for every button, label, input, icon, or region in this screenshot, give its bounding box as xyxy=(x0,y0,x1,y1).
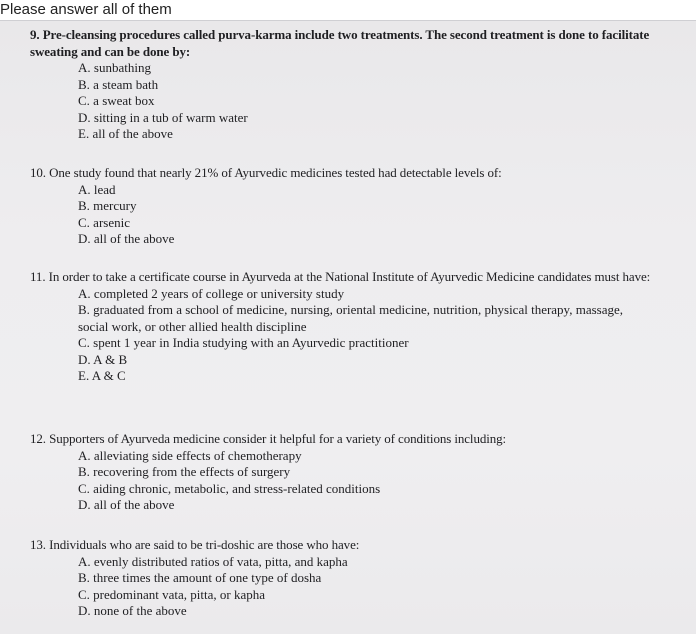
option-d: D. all of the above xyxy=(78,497,175,512)
question-text: 10. One study found that nearly 21% of Ayurvedic medicines tested had detectable levels of: xyxy=(30,165,502,180)
option-d: D. all of the above xyxy=(78,231,175,246)
option-d: D. sitting in a tub of warm water xyxy=(78,109,248,125)
option-a: A. lead xyxy=(78,181,116,197)
option-c: C. aiding chronic, metabolic, and stress-related conditions xyxy=(78,480,381,496)
question-10 xyxy=(30,165,666,248)
option-b: B. recovering from the effects of surgery xyxy=(78,464,291,479)
worksheet-document xyxy=(0,21,696,634)
question-text: 9. Pre-cleansing procedures called purva-karma include two treatments. The second treatment is done to facilitate sweating and can be done by: xyxy=(30,27,650,59)
option-a: A. completed 2 years of college or university study xyxy=(78,285,345,301)
question-text: 12. Supporters of Ayurveda medicine consider it helpful for a variety of conditions including: xyxy=(30,431,507,446)
option-d: D. none of the above xyxy=(78,603,187,618)
page-header-title: Please answer all of them xyxy=(0,1,172,18)
question-12 xyxy=(30,431,666,514)
option-a: A. alleviating side effects of chemotherapy xyxy=(78,447,302,463)
question-text: 13. Individuals who are said to be tri-doshic are those who have: xyxy=(30,537,360,552)
option-a: A. evenly distributed ratios of vata, pitta, and kapha xyxy=(78,553,348,569)
option-a: A. sunbathing xyxy=(78,60,151,75)
question-9 xyxy=(30,27,666,143)
option-d: D. A & B xyxy=(78,351,128,367)
question-11 xyxy=(30,269,666,385)
option-e: E. all of the above xyxy=(78,126,173,141)
option-b: B. a steam bath xyxy=(78,76,159,92)
option-c: C. arsenic xyxy=(78,214,130,230)
option-b: B. three times the amount of one type of dosha xyxy=(78,570,322,585)
option-c: C. predominant vata, pitta, or kapha xyxy=(78,586,266,602)
question-text: 11. In order to take a certificate course in Ayurveda at the National Institute of Ayurvedic Medicine candidates must have: xyxy=(30,269,651,284)
option-e: E. A & C xyxy=(78,368,126,383)
option-c: C. spent 1 year in India studying with an Ayurvedic practitioner xyxy=(78,335,409,350)
option-b: B. mercury xyxy=(78,198,137,213)
question-13 xyxy=(30,537,666,620)
option-b: B. graduated from a school of medicine, nursing, oriental medicine, nutrition, physical therapy, massage, social work, or other allied health discipline xyxy=(78,302,624,334)
option-c: C. a sweat box xyxy=(78,93,155,108)
worksheet-photo xyxy=(0,20,696,634)
